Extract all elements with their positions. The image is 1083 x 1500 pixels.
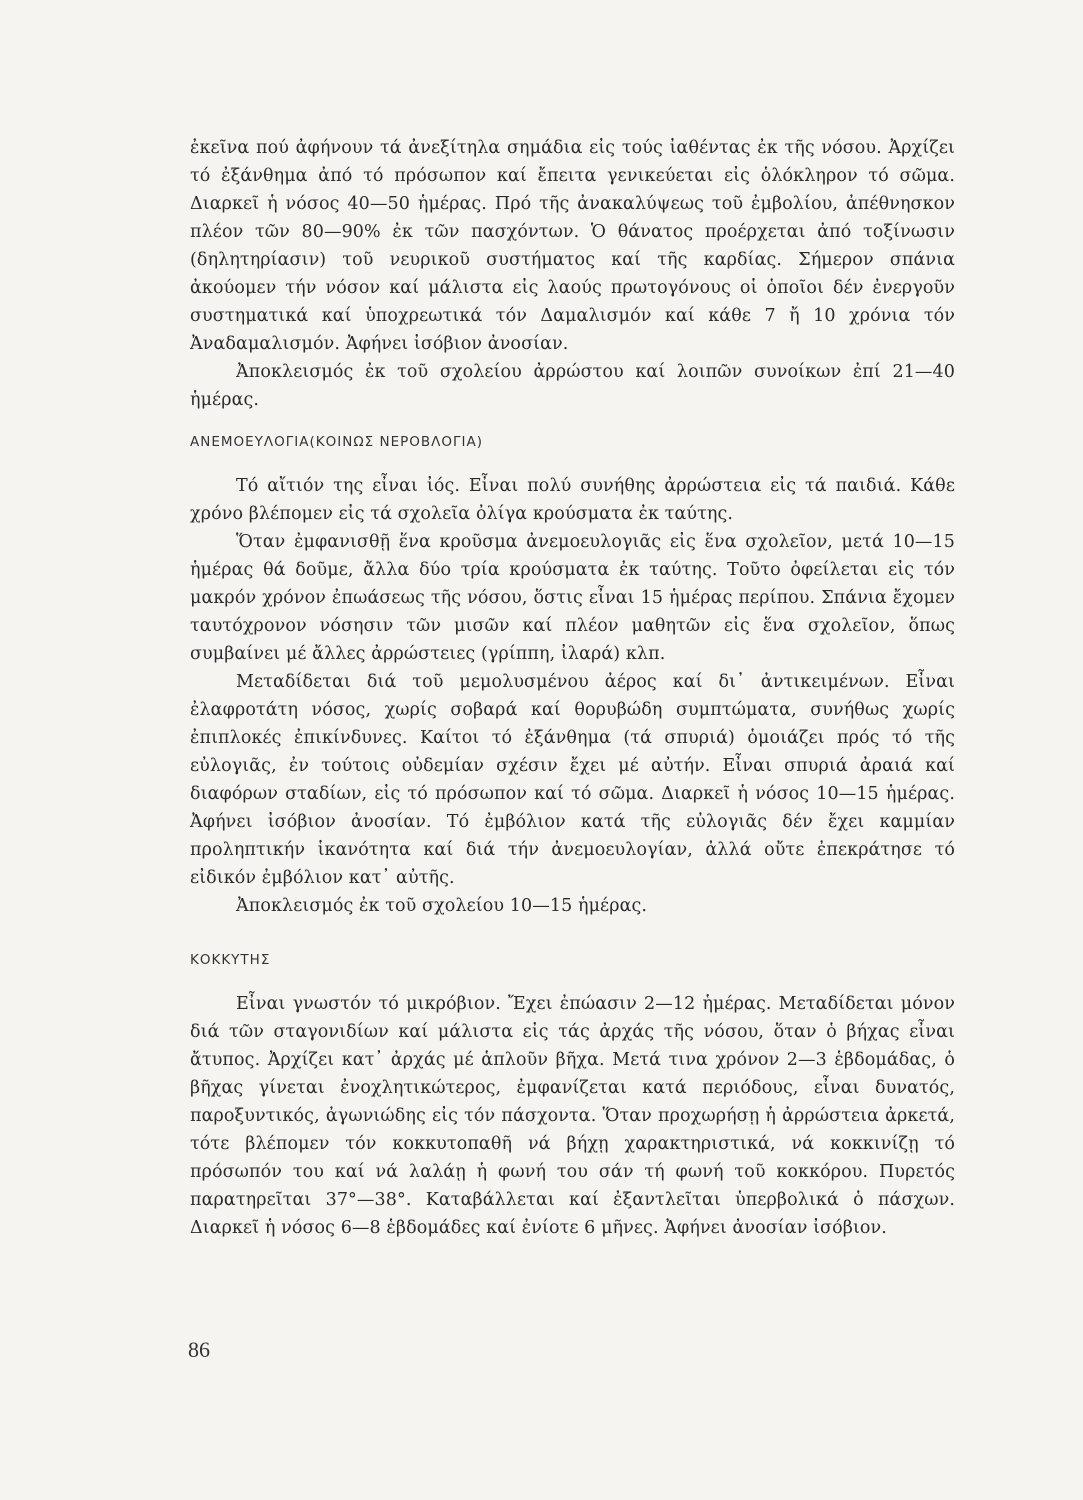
heading-pertussis: ΚΟΚΚΥΤΗΣ: [190, 952, 271, 968]
chickenpox-paragraph-1: Τό αἴτιόν της εἶναι ἰός. Εἶναι πολύ συνήθης ἀρρώστεια εἰς τά παιδιά. Κάθε χρόνο βλέπομεν εἰς τά σχολεῖα ὀλίγα κρούσματα ἐκ ταύτης.: [190, 476, 955, 524]
page-number: 86: [188, 1337, 210, 1362]
intro-paragraph-2: Ἀποκλεισμός ἐκ τοῦ σχολείου ἀρρώστου καί λοιπῶν συνοίκων ἐπί 21—40 ἡμέρας.: [190, 362, 955, 410]
heading-chickenpox: ΑΝΕΜΟΕΥΛΟΓΙΑ(ΚΟΙΝΩΣ ΝΕΡΟΒΛΟΓΙΑ): [190, 434, 483, 450]
page-body: [190, 134, 955, 1242]
pertussis-paragraph-1: Εἶναι γνωστόν τό μικρόβιον. Ἔχει ἐπώασιν 2—12 ἡμέρας. Μεταδίδεται μόνον διά τῶν σταγονιδίων καί μάλιστα εἰς τάς ἀρχάς τῆς νόσου, ὅταν ὁ βήχας εἶναι ἄτυπος. Ἀρχίζει κατ᾿ ἀρχάς μέ ἁπλοῦν βῆχα. Μετά τινα χρόνον 2—3 ἑβδομάδας, ὁ βῆχας γίνεται ἐνοχλητικώτερος, ἐμφανίζεται κατά περιόδους, εἶναι δυνατός, παροξυντικός, ἀγωνιώδης εἰς τόν πάσχοντα. Ὅταν προχωρήσῃ ἡ ἀρρώστεια ἀρκετά, τότε βλέπομεν τόν κοκκυτοπαθῆ νά βήχῃ χαρακτηριστικά, νά κοκκινίζῃ τό πρόσωπόν του καί νά λαλάῃ ἡ φωνή του σάν τή φωνή τοῦ κοκκόρου. Πυρετός παρατηρεῖται 37°—38°. Καταβάλλεται καί ἐξαντλεῖται ὑπερβολικά ὁ πάσχων. Διαρκεῖ ἡ νόσος 6—8 ἑβδομάδες καί ἐνίοτε 6 μῆνες. Ἀφήνει ἀνοσίαν ἰσόβιον.: [190, 994, 955, 1238]
chickenpox-paragraph-2: Ὅταν ἐμφανισθῇ ἕνα κροῦσμα ἀνεμοευλογιᾶς εἰς ἕνα σχολεῖον, μετά 10—15 ἡμέρας θά δοῦμε, ἄλλα δύο τρία κρούσματα ἐκ ταύτης. Τοῦτο ὀφείλεται εἰς τόν μακρόν χρόνον ἐπωάσεως τῆς νόσου, ὅστις εἶναι 15 ἡμέρας περίπου. Σπάνια ἔχομεν ταυτόχρονον νόσησιν τῶν μισῶν καί πλέον μαθητῶν εἰς ἕνα σχολεῖον, ὅπως συμβαίνει μέ ἄλλες ἀρρώστειες (γρίππη, ἰλαρά) κλπ.: [190, 532, 955, 664]
chickenpox-paragraph-3: Μεταδίδεται διά τοῦ μεμολυσμένου ἀέρος καί δι᾿ ἀντικειμένων. Εἶναι ἐλαφροτάτη νόσος, χωρίς σοβαρά καί θορυβώδη συμπτώματα, συνήθως χωρίς ἐπιπλοκές ἐπικίνδυνες. Καίτοι τό ἐξάνθημα (τά σπυριά) ὁμοιάζει πρός τό τῆς εὐλογιᾶς, ἐν τούτοις οὐδεμίαν σχέσιν ἔχει μέ αὐτήν. Εἶναι σπυριά ἀραιά καί διαφόρων σταδίων, εἰς τό πρόσωπον καί τό σῶμα. Διαρκεῖ ἡ νόσος 10—15 ἡμέρας. Ἀφήνει ἰσόβιον ἀνοσίαν. Τό ἐμβόλιον κατά τῆς εὐλογιᾶς δέν ἔχει καμμίαν προληπτικήν ἱκανότητα καί διά τήν ἀνεμοευλογίαν, ἀλλά οὔτε ἐπεκράτησε τό εἰδικόν ἐμβόλιον κατ᾿ αὐτῆς.: [190, 672, 955, 888]
chickenpox-paragraph-4: Ἀποκλεισμός ἐκ τοῦ σχολείου 10—15 ἡμέρας.: [236, 896, 648, 916]
intro-paragraph-1: ἐκεῖνα πού ἀφήνουν τά ἀνεξίτηλα σημάδια εἰς τούς ἰαθέντας ἐκ τῆς νόσου. Ἀρχίζει τό ἐξάνθημα ἀπό τό πρόσωπον καί ἔπειτα γενικεύεται εἰς ὁλόκληρον τό σῶμα. Διαρκεῖ ἡ νόσος 40—50 ἡμέρας. Πρό τῆς ἀνακαλύψεως τοῦ ἐμβολίου, ἀπέθνησκον πλέον τῶν 80—90% ἐκ τῶν πασχόντων. Ὁ θάνατος προέρχεται ἀπό τοξίνωσιν (δηλητηρίασιν) τοῦ νευρικοῦ συστήματος καί τῆς καρδίας. Σήμερον σπάνια ἀκούομεν τήν νόσον καί μάλιστα εἰς λαούς πρωτογόνους οἱ ὁποῖοι δέν ἐνεργοῦν συστηματικά καί ὑποχρεωτικά τόν Δαμαλισμόν καί κάθε 7 ἤ 10 χρόνια τόν Ἀναδαμαλισμόν. Ἀφήνει ἰσόβιον ἀνοσίαν.: [190, 138, 955, 354]
